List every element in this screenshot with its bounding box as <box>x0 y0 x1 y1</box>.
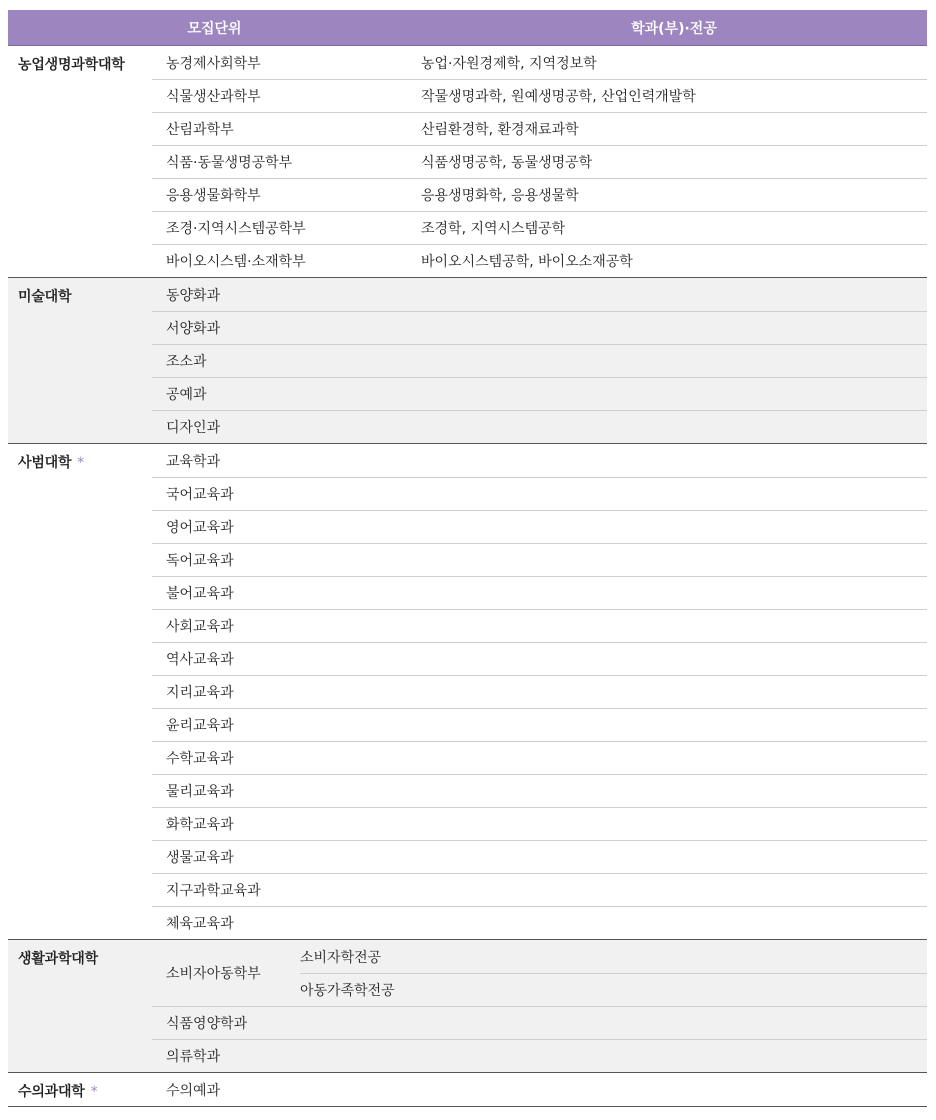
header-unit: 모집단위 <box>187 20 242 37</box>
recruit-unit: 불어교육과 <box>166 586 234 602</box>
college-group <box>8 444 927 940</box>
table-row <box>152 311 927 344</box>
college-name-text: 생활과학대학 <box>18 951 98 967</box>
department-major: 농업·자원경제학, 지역정보학 <box>421 55 597 72</box>
recruit-unit: 조경·지역시스템공학부 <box>166 221 306 237</box>
unit-rows <box>152 940 927 1072</box>
department-major: 식품생명공학, 동물생명공학 <box>421 155 593 171</box>
recruit-unit: 농경제사회학부 <box>166 55 261 72</box>
department-major <box>421 478 927 510</box>
college-name <box>8 278 152 443</box>
table-row <box>152 244 927 277</box>
department-major <box>421 1073 927 1106</box>
recruit-unit: 역사교육과 <box>166 652 234 668</box>
table-row <box>152 79 927 112</box>
table-row <box>152 344 927 377</box>
table-row <box>152 278 927 311</box>
recruit-unit: 체육교육과 <box>166 916 234 932</box>
table-row <box>152 774 927 807</box>
department-major <box>421 874 927 906</box>
asterisk-mark: * <box>90 1084 98 1100</box>
department-major <box>421 742 927 774</box>
recruit-unit: 조소과 <box>166 354 207 370</box>
table-row <box>152 145 927 178</box>
unit-rows <box>152 278 927 443</box>
table-row <box>152 477 927 510</box>
recruit-unit: 바이오시스템·소재학부 <box>166 254 306 270</box>
college-name-text: 사범대학 <box>18 455 72 471</box>
department-major <box>421 411 927 443</box>
table-row <box>152 576 927 609</box>
table-row <box>152 178 927 211</box>
department-major <box>421 709 927 741</box>
recruit-unit: 소비자아동학부 <box>166 966 261 982</box>
table-row <box>152 1039 927 1072</box>
sub-row <box>300 973 927 1006</box>
sub-majors <box>300 940 927 1006</box>
recruit-unit: 물리교육과 <box>166 784 234 800</box>
recruit-unit: 서양화과 <box>166 321 221 337</box>
recruit-unit: 사회교육과 <box>166 619 234 635</box>
table-row <box>152 807 927 840</box>
table-row <box>152 1073 927 1106</box>
college-name <box>8 444 152 939</box>
table-row <box>152 410 927 443</box>
recruit-unit: 지리교육과 <box>166 685 234 701</box>
asterisk-mark: * <box>77 455 85 471</box>
college-group <box>8 940 927 1073</box>
unit-rows <box>152 46 927 277</box>
table-row <box>152 642 927 675</box>
department-major <box>421 1040 927 1072</box>
recruit-unit: 독어교육과 <box>166 553 234 569</box>
recruit-unit: 공예과 <box>166 387 207 403</box>
department-major <box>421 511 927 543</box>
department-major <box>421 444 927 477</box>
department-major <box>421 841 927 873</box>
department-major <box>421 345 927 377</box>
recruit-unit: 영어교육과 <box>166 520 234 536</box>
table-row <box>152 510 927 543</box>
college-name <box>8 1073 152 1106</box>
table-row <box>152 840 927 873</box>
admissions-table <box>8 10 927 1107</box>
table-row <box>152 112 927 145</box>
table-row <box>152 1006 927 1039</box>
recruit-unit: 식품·동물생명공학부 <box>166 155 293 171</box>
recruit-unit: 식물생산과학부 <box>166 89 261 105</box>
recruit-unit: 윤리교육과 <box>166 718 234 734</box>
table-body <box>8 46 927 1107</box>
recruit-unit: 수학교육과 <box>166 751 234 767</box>
recruit-unit: 디자인과 <box>166 420 221 436</box>
department-major <box>421 808 927 840</box>
recruit-unit: 의류학과 <box>166 1049 221 1065</box>
recruit-unit: 국어교육과 <box>166 487 234 503</box>
recruit-unit: 응용생물화학부 <box>166 188 261 204</box>
table-row <box>152 543 927 576</box>
department-major <box>421 544 927 576</box>
recruit-unit: 화학교육과 <box>166 817 234 833</box>
department-major <box>421 378 927 410</box>
table-row <box>152 211 927 244</box>
department-major <box>421 278 927 311</box>
department-major: 작물생명과학, 원예생명공학, 산업인력개발학 <box>421 89 696 105</box>
recruit-unit: 산림과학부 <box>166 122 234 138</box>
department-major <box>421 1007 927 1039</box>
sub-row <box>300 940 927 973</box>
recruit-unit: 식품영양학과 <box>166 1016 248 1032</box>
unit-rows <box>152 444 927 939</box>
recruit-unit: 동양화과 <box>166 287 221 304</box>
college-group <box>8 46 927 278</box>
header-major: 학과(부)·전공 <box>631 20 717 37</box>
department-major <box>421 907 927 939</box>
table-row <box>152 873 927 906</box>
table-row <box>152 906 927 939</box>
department-major <box>421 676 927 708</box>
recruit-unit: 지구과학교육과 <box>166 883 261 899</box>
recruit-unit: 생물교육과 <box>166 850 234 866</box>
department-major <box>421 643 927 675</box>
sub-major: 소비자학전공 <box>300 949 382 966</box>
table-row <box>152 609 927 642</box>
college-name-text: 농업생명과학대학 <box>18 57 125 73</box>
college-name-text: 수의과대학 <box>18 1084 85 1100</box>
department-major <box>421 775 927 807</box>
table-row <box>152 675 927 708</box>
department-major <box>421 610 927 642</box>
college-group <box>8 1073 927 1107</box>
department-major: 산림환경학, 환경재료과학 <box>421 122 579 138</box>
table-row <box>152 708 927 741</box>
table-row <box>152 444 927 477</box>
college-name <box>8 940 152 1072</box>
table-header <box>8 10 927 46</box>
department-major <box>421 577 927 609</box>
college-group <box>8 278 927 444</box>
college-name-text: 미술대학 <box>18 289 72 305</box>
recruit-unit: 수의예과 <box>166 1082 221 1099</box>
sub-major: 아동가족학전공 <box>300 983 395 999</box>
department-major <box>421 312 927 344</box>
department-major: 바이오시스템공학, 바이오소재공학 <box>421 254 633 270</box>
table-row <box>152 377 927 410</box>
recruit-unit: 교육학과 <box>166 453 221 470</box>
table-row <box>152 741 927 774</box>
split-row <box>152 940 927 1006</box>
department-major: 조경학, 지역시스템공학 <box>421 221 566 237</box>
college-name <box>8 46 152 277</box>
table-row <box>152 46 927 79</box>
department-major: 응용생명화학, 응용생물학 <box>421 188 579 204</box>
unit-rows <box>152 1073 927 1106</box>
